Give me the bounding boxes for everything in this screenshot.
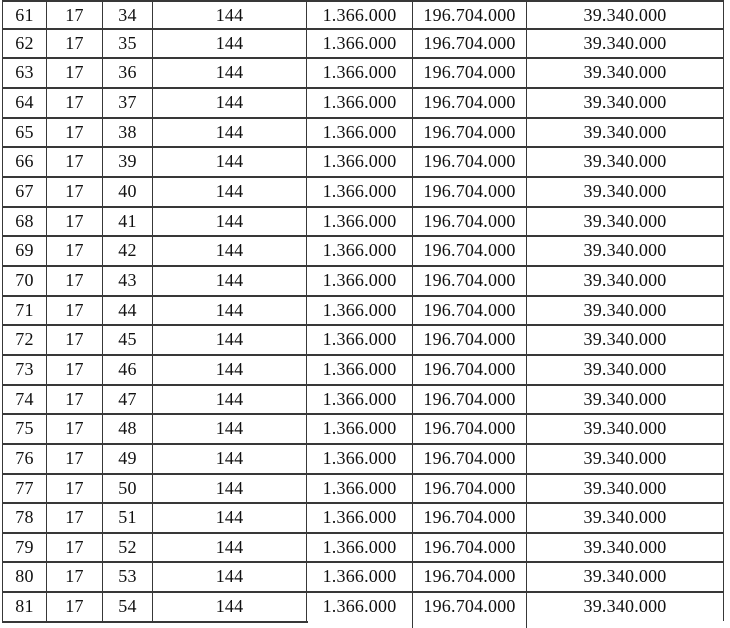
- table-cell: 196.704.000: [413, 386, 527, 416]
- table-cell: 196.704.000: [413, 534, 527, 564]
- table-cell: 144: [153, 563, 307, 593]
- table-cell: 1.366.000: [307, 148, 413, 178]
- table-cell: 39.340.000: [527, 475, 724, 505]
- table-cell: 38: [103, 119, 153, 149]
- table-cell: 144: [153, 237, 307, 267]
- table-cell: 1.366.000: [307, 415, 413, 445]
- table-cell: 39.340.000: [527, 237, 724, 267]
- table-cell: 196.704.000: [413, 30, 527, 60]
- table-cell: 17: [47, 534, 103, 564]
- table-cell: 1.366.000: [307, 59, 413, 89]
- table-cell: 39.340.000: [527, 59, 724, 89]
- table-cell: 41: [103, 208, 153, 238]
- table-cell: 37: [103, 89, 153, 119]
- table-cell: 67: [2, 178, 47, 208]
- table-cell: 53: [103, 563, 153, 593]
- table-cell: 39.340.000: [527, 504, 724, 534]
- table-cell: 35: [103, 30, 153, 60]
- table-cell: 144: [153, 593, 307, 623]
- table-cell: 1.366.000: [307, 89, 413, 119]
- table-cell: 1.366.000: [307, 326, 413, 356]
- table-cell: 39.340.000: [527, 119, 724, 149]
- data-table: [2, 0, 724, 623]
- table-cell: 17: [47, 30, 103, 60]
- table-cell: 39.340.000: [527, 297, 724, 327]
- table-cell: 17: [47, 297, 103, 327]
- table-cell: 66: [2, 148, 47, 178]
- table-cell: 17: [47, 445, 103, 475]
- table-cell: 17: [47, 415, 103, 445]
- table-cell: 81: [2, 593, 47, 623]
- table-cell: 75: [2, 415, 47, 445]
- table-cell: 144: [153, 356, 307, 386]
- table-cell: 1.366.000: [307, 504, 413, 534]
- table-cell: 17: [47, 119, 103, 149]
- table-cell: 144: [153, 89, 307, 119]
- table-cell: 144: [153, 386, 307, 416]
- table-cell: 39.340.000: [527, 563, 724, 593]
- table-cell: 50: [103, 475, 153, 505]
- table-cell: 196.704.000: [413, 297, 527, 327]
- table-cell: 196.704.000: [413, 563, 527, 593]
- table-cell: 17: [47, 237, 103, 267]
- table-cell: 17: [47, 178, 103, 208]
- table-cell: 196.704.000: [413, 119, 527, 149]
- table-cell: 74: [2, 386, 47, 416]
- table-cell: 144: [153, 534, 307, 564]
- table-cell: 73: [2, 356, 47, 386]
- table-cell: 144: [153, 445, 307, 475]
- table-cell: 196.704.000: [413, 326, 527, 356]
- table-cell: 39.340.000: [527, 148, 724, 178]
- table-cell: 196.704.000: [413, 356, 527, 386]
- table-cell: 62: [2, 30, 47, 60]
- table-cell: 48: [103, 415, 153, 445]
- table-cell: 61: [2, 0, 47, 30]
- table-cell: 1.366.000: [307, 534, 413, 564]
- table-cell: 1.366.000: [307, 593, 413, 623]
- table-cell: 39.340.000: [527, 445, 724, 475]
- table-cell: 39.340.000: [527, 326, 724, 356]
- table-cell: 196.704.000: [413, 504, 527, 534]
- table-cell: 144: [153, 208, 307, 238]
- table-cell: 42: [103, 237, 153, 267]
- table-cell: 144: [153, 59, 307, 89]
- table-cell: 1.366.000: [307, 0, 413, 30]
- table-cell: 1.366.000: [307, 475, 413, 505]
- table-cell: 196.704.000: [413, 148, 527, 178]
- table-cell: 69: [2, 237, 47, 267]
- table-cell: 45: [103, 326, 153, 356]
- table-cell: 196.704.000: [413, 445, 527, 475]
- table-cell: 46: [103, 356, 153, 386]
- table-cell: 39.340.000: [527, 415, 724, 445]
- table-bottom-cutoff: [308, 621, 730, 628]
- table-cell: 144: [153, 178, 307, 208]
- table-cell: 1.366.000: [307, 445, 413, 475]
- table-cell: 144: [153, 475, 307, 505]
- table-cell: 47: [103, 386, 153, 416]
- table-cell: 17: [47, 148, 103, 178]
- table-cell: 17: [47, 504, 103, 534]
- table-cell: 80: [2, 563, 47, 593]
- table-cell: 52: [103, 534, 153, 564]
- table-cell: 1.366.000: [307, 267, 413, 297]
- table-cell: 39: [103, 148, 153, 178]
- table-cell: 70: [2, 267, 47, 297]
- table-cell: 76: [2, 445, 47, 475]
- table-cell: 39.340.000: [527, 386, 724, 416]
- table-cell: 39.340.000: [527, 30, 724, 60]
- table-cell: 1.366.000: [307, 297, 413, 327]
- table-cell: 39.340.000: [527, 89, 724, 119]
- table-cell: 43: [103, 267, 153, 297]
- table-cell: 68: [2, 208, 47, 238]
- table-cell: 1.366.000: [307, 356, 413, 386]
- table-cell: 196.704.000: [413, 593, 527, 623]
- table-cell: 17: [47, 593, 103, 623]
- table-cell: 1.366.000: [307, 563, 413, 593]
- table-cell: 36: [103, 59, 153, 89]
- table-cell: 39.340.000: [527, 356, 724, 386]
- table-cell: 54: [103, 593, 153, 623]
- table-cell: 39.340.000: [527, 267, 724, 297]
- table-cell: 17: [47, 386, 103, 416]
- table-cell: 40: [103, 178, 153, 208]
- table-cell: 39.340.000: [527, 593, 724, 623]
- table-cell: 39.340.000: [527, 208, 724, 238]
- table-cell: 144: [153, 119, 307, 149]
- table-cell: 71: [2, 297, 47, 327]
- table-cell: 17: [47, 59, 103, 89]
- table-cell: 144: [153, 0, 307, 30]
- table-cell: 34: [103, 0, 153, 30]
- table-cell: 77: [2, 475, 47, 505]
- table-cell: 1.366.000: [307, 30, 413, 60]
- table-cell: 196.704.000: [413, 267, 527, 297]
- table-cell: 196.704.000: [413, 208, 527, 238]
- table-cell: 144: [153, 297, 307, 327]
- table-cell: 17: [47, 563, 103, 593]
- table-cell: 144: [153, 326, 307, 356]
- table-cell: 39.340.000: [527, 0, 724, 30]
- table-cell: 196.704.000: [413, 59, 527, 89]
- table-cell: 196.704.000: [413, 415, 527, 445]
- table-cell: 78: [2, 504, 47, 534]
- table-cell: 144: [153, 267, 307, 297]
- table-cell: 144: [153, 148, 307, 178]
- table-cell: 17: [47, 356, 103, 386]
- table-cell: 17: [47, 0, 103, 30]
- table-cell: 63: [2, 59, 47, 89]
- table-cell: 1.366.000: [307, 178, 413, 208]
- table-cell: 49: [103, 445, 153, 475]
- table-cell: 17: [47, 267, 103, 297]
- table-cell: 144: [153, 30, 307, 60]
- table-cell: 79: [2, 534, 47, 564]
- table-cell: 72: [2, 326, 47, 356]
- table-cell: 1.366.000: [307, 386, 413, 416]
- table-cell: 39.340.000: [527, 178, 724, 208]
- table-cell: 196.704.000: [413, 0, 527, 30]
- table-cell: 65: [2, 119, 47, 149]
- table-cell: 144: [153, 415, 307, 445]
- table-cell: 196.704.000: [413, 237, 527, 267]
- table-cell: 196.704.000: [413, 475, 527, 505]
- table-cell: 44: [103, 297, 153, 327]
- table-cell: 17: [47, 326, 103, 356]
- table-cell: 51: [103, 504, 153, 534]
- table-cell: 144: [153, 504, 307, 534]
- table-cell: 1.366.000: [307, 237, 413, 267]
- table-cell: 17: [47, 475, 103, 505]
- table-cell: 64: [2, 89, 47, 119]
- table-cell: 196.704.000: [413, 89, 527, 119]
- table-cell: 17: [47, 89, 103, 119]
- column-rule-segment: [526, 621, 527, 628]
- table-cell: 39.340.000: [527, 534, 724, 564]
- table-cell: 1.366.000: [307, 119, 413, 149]
- column-rule-segment: [412, 621, 413, 628]
- table-cell: 196.704.000: [413, 178, 527, 208]
- table-cell: 17: [47, 208, 103, 238]
- table-cell: 1.366.000: [307, 208, 413, 238]
